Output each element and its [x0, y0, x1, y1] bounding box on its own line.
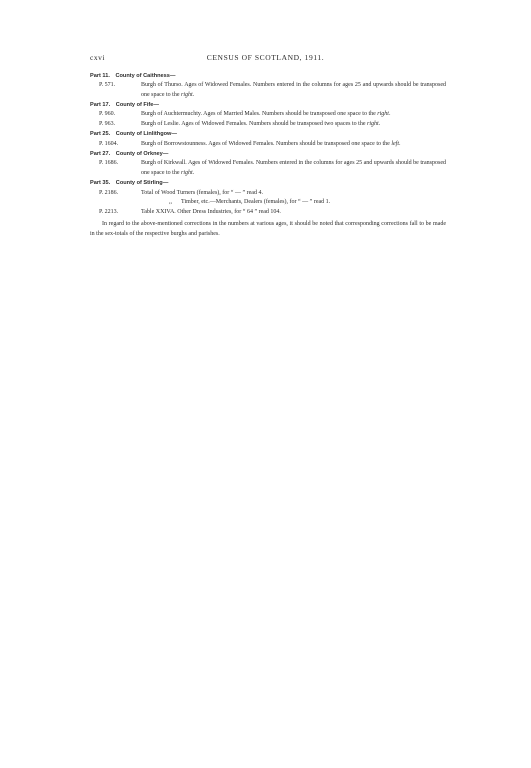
closing-paragraph: In regard to the above-mentioned corrections in the numbers at various ages, it should be noted that corresponding corrections fall to be made in the sex-totals of the respective burghs and parishes.: [90, 221, 446, 237]
entry-direction: right: [180, 91, 193, 98]
entry-direction: right: [367, 120, 379, 127]
ditto-mark: ,,: [169, 199, 172, 206]
part-number: Part 11.: [90, 72, 110, 79]
county-name: County of Caithness—: [115, 72, 176, 79]
part-heading-stirling: [90, 179, 446, 189]
errata-entry: [90, 208, 446, 218]
page-ref: P. 571.: [99, 82, 116, 89]
county-name: County of Linlithgow—: [115, 131, 177, 138]
part-number: Part 35.: [90, 180, 111, 187]
part-number: Part 17.: [90, 101, 111, 108]
part-heading-linlithgow: [90, 130, 446, 140]
entry-text: Table XXIVA. Other Dress Industries, for “ 64 ” read 104.: [141, 208, 281, 215]
county-name: County of Orkney—: [115, 150, 169, 157]
entry-text: Burgh of Borrowstounness. Ages of Widowed Females. Numbers should be transposed one space to the: [141, 140, 390, 147]
part-number: Part 27.: [90, 150, 111, 157]
errata-entry: P. 960. Burgh of Auchtermuchty. Ages of Married Males. Numbers should be transposed one space to the right.: [90, 110, 446, 120]
entry-text: Total of Wood Turners (females), for “ — ” read 4.: [141, 189, 263, 196]
county-name: County of Stirling—: [115, 180, 169, 187]
page-ref: P. 963.: [99, 120, 116, 127]
page-ref: P. 2186.: [99, 189, 119, 196]
errata-entry: [90, 189, 446, 199]
page-ref: P. 1604.: [99, 140, 119, 147]
part-heading-orkney: [90, 150, 446, 160]
errata-sub-entry: [90, 198, 446, 208]
entry-text: Burgh of Thurso. Ages of Widowed Females. Numbers entered in the columns for ages 25 and upwards should be transposed one space to the: [141, 82, 446, 98]
page-number: cxvi: [90, 53, 105, 62]
errata-entry: P. 1604. Burgh of Borrowstounness. Ages of Widowed Females. Numbers should be transposed one space to the left.: [90, 140, 446, 150]
entry-direction: right: [180, 169, 193, 176]
entry-text: Timber, etc.—Merchants, Dealers (females), for “ — ” read 1.: [181, 199, 331, 206]
part-number: Part 25.: [90, 131, 111, 138]
entry-text: Burgh of Auchtermuchty. Ages of Married Males. Numbers should be transposed one space to the: [141, 111, 376, 118]
entry-direction: left: [391, 140, 400, 147]
errata-entry: P. 1686. Burgh of Kirkwall. Ages of Widowed Females. Numbers entered in the columns for ages 25 and upwards should be transposed one space to the right.: [90, 159, 446, 178]
county-name: County of Fife—: [115, 101, 159, 108]
entry-text: Burgh of Kirkwall. Ages of Widowed Females. Numbers entered in the columns for ages 25 and upwards should be transposed one space to the: [141, 160, 446, 176]
entry-direction: right: [377, 111, 389, 118]
errata-entry: P. 963. Burgh of Leslie. Ages of Widowed Females. Numbers should be transposed two spaces to the right.: [90, 120, 446, 130]
part-heading-fife: [90, 101, 446, 111]
page-ref: P. 2213.: [99, 208, 119, 215]
part-heading-caithness: [90, 72, 446, 82]
page-ref: P. 960.: [99, 111, 116, 118]
errata-entry: P. 571. Burgh of Thurso. Ages of Widowed Females. Numbers entered in the columns for ages 25 and upwards should be transposed one space to the right.: [90, 81, 446, 100]
entry-text: Burgh of Leslie. Ages of Widowed Females. Numbers should be transposed two spaces to the: [141, 120, 366, 127]
page-ref: P. 1686.: [99, 160, 119, 167]
running-title: CENSUS OF SCOTLAND, 1911.: [206, 53, 325, 62]
errata-body: [90, 71, 446, 240]
